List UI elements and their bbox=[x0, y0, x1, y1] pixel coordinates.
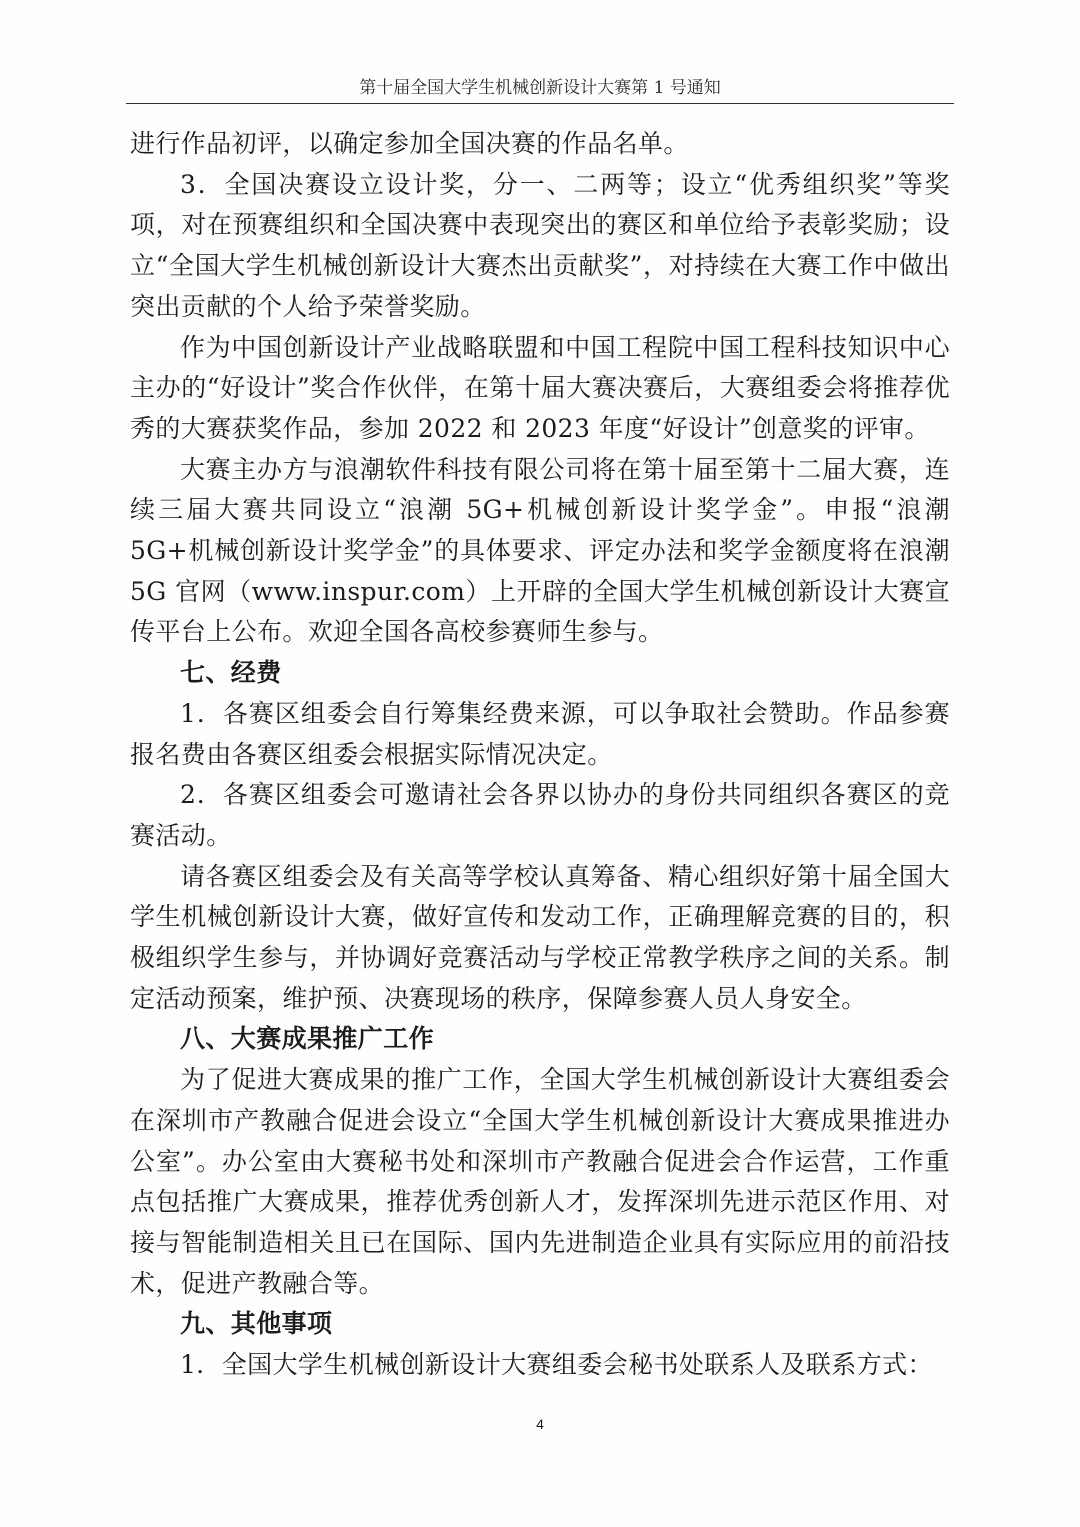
section-heading-other: 九、其他事项 bbox=[180, 1309, 333, 1339]
paragraph-scholarship: 大赛主办方与浪潮软件科技有限公司将在第十届至第十二届大赛，连续三届大赛共同设立“浪潮 5G+机械创新设计奖学金”。申报“浪潮 5G+机械创新设计奖学金”的具体要求、评定办法和奖学金额度将在浪潮 5G 官网（www.inspur.com）上开辟的全国大学生机械创新设计大赛宣传平台上公布。欢迎全国各高校参赛师生参与。 bbox=[130, 454, 950, 647]
section-heading-promotion: 八、大赛成果推广工作 bbox=[180, 1024, 435, 1054]
paragraph-good-design: 作为中国创新设计产业战略联盟和中国工程院中国工程科技知识中心主办的“好设计”奖合作伙伴，在第十届大赛决赛后，大赛组委会将推荐优秀的大赛获奖作品，参加 2022 和 2023 年度“好设计”创意奖的评审。 bbox=[130, 332, 950, 443]
header-divider bbox=[126, 103, 954, 104]
section-heading-funding: 七、经费 bbox=[180, 658, 282, 688]
paragraph-continuation: 进行作品初评，以确定参加全国决赛的作品名单。 bbox=[130, 129, 689, 158]
page-number: 4 bbox=[536, 1416, 544, 1432]
paragraph-contact: 1．全国大学生机械创新设计大赛组委会秘书处联系人及联系方式： bbox=[180, 1350, 933, 1380]
running-header: 第十届全国大学生机械创新设计大赛第 1 号通知 bbox=[359, 78, 721, 98]
paragraph-promotion: 为了促进大赛成果的推广工作，全国大学生机械创新设计大赛组委会在深圳市产教融合促进会设立“全国大学生机械创新设计大赛成果推进办公室”。办公室由大赛秘书处和深圳市产教融合促进会合作运营，工作重点包括推广大赛成果，推荐优秀创新人才，发挥深圳先进示范区作用、对接与智能制造相关且已在国际、国内先进制造企业具有实际应用的前沿技术，促进产教融合等。 bbox=[130, 1065, 950, 1298]
document-body bbox=[130, 124, 950, 1386]
paragraph-awards: 3．全国决赛设立设计奖，分一、二两等；设立“优秀组织奖”等奖项，对在预赛组织和全国决赛中表现突出的赛区和单位给予表彰奖励；设立“全国大学生机械创新设计大赛杰出贡献奖”，对持续在大赛工作中做出突出贡献的个人给予荣誉奖励。 bbox=[130, 169, 950, 321]
paragraph-funding-1: 1．各赛区组委会自行筹集经费来源，可以争取社会赞助。作品参赛报名费由各赛区组委会根据实际情况决定。 bbox=[130, 698, 950, 769]
paragraph-organization: 请各赛区组委会及有关高等学校认真筹备、精心组织好第十届全国大学生机械创新设计大赛，做好宣传和发动工作，正确理解竞赛的目的，积极组织学生参与，并协调好竞赛活动与学校正常教学秩序之间的关系。制定活动预案，维护预、决赛现场的秩序，保障参赛人员人身安全。 bbox=[130, 861, 950, 1013]
paragraph-funding-2: 2．各赛区组委会可邀请社会各界以协办的身份共同组织各赛区的竞赛活动。 bbox=[130, 780, 950, 850]
